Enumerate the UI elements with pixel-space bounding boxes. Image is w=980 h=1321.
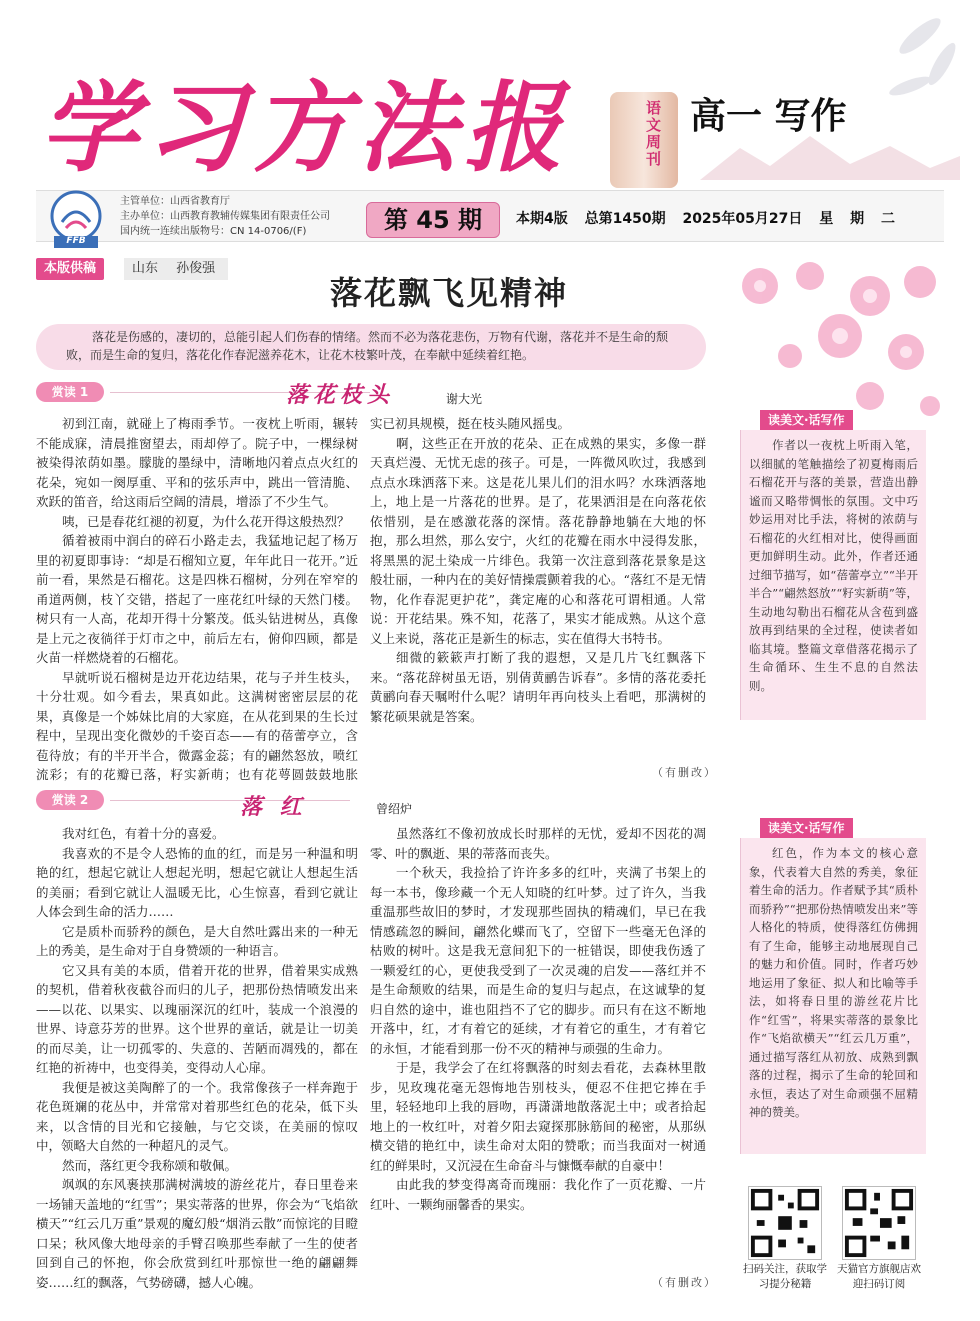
supplier-label: 本版供稿 xyxy=(36,258,104,280)
masthead-title: 学习方法报 xyxy=(40,71,571,186)
cherry-blossom-decoration xyxy=(720,256,950,426)
paragraph: 啊，这些正在开放的花朵、正在成熟的果实，多像一群天真烂漫、无忧无虑的孩子。可是，一阵微风吹过，我感到点点水珠洒落下来。这是花儿果儿们的泪水吗？水珠洒落地上，地上是一片落花的世界。是了，花果洒泪是在向落花依依惜别，是在感激花落的深情。落花静静地躺在大地的怀抱，那么坦然，那么安宁，火红的花瓣在雨水中浸得发胀，将黑黑的泥土染成一片绯色。我第一次注意到落花景象是这般壮丽，一种内在的美好情操震颤着我的心。“落红不是无情物，化作春泥更护花”，龚定庵的心和落花可谓相通。人常说：开花结果。殊不知，花落了，果实才能成熟。从这个意义上来说，落花正是新生的标志，实在值得大书特书。 xyxy=(370,435,706,646)
logo-mark: FFB xyxy=(66,236,86,246)
paragraph: 细微的簌簌声打断了我的遐想，又是几片飞红飘落下来。“落花辞树虽无语，别倩黄鹂告诉春”。多情的落花委托黄鹂向春天嘱咐什么呢？请明年再向枝头上看吧，那满树的繁花硕果就是答案。 xyxy=(370,650,706,724)
section-1-left-column xyxy=(36,414,358,784)
publisher-line-3: 国内统一连续出版物号：CN 14-0706/(F) xyxy=(120,226,307,237)
weekly-label: 语文周刊 xyxy=(644,100,662,168)
section-1-tag: 赏读 1 xyxy=(36,382,104,402)
paragraph: 它又具有美的本质，借着开花的世界，借着果实成熟的契机，借着秋夜截谷而归的儿子，把那份热情喷发出来——以花、以果实、以瑰丽深沉的红叶，装成一个浪漫的世界、诗意芬芳的世界。这个世界的童话，就是让一切美的而尽美，让一切孤零的、失意的、苦陋而凋残的，都在红艳的祈祷中，也变得美，变得动人心扉。 xyxy=(36,962,358,1075)
paragraph: 一个秋天，我捡拾了许许多多的红叶，夹满了书架上的每一本书，像珍藏一个无人知晓的红叶梦。过了许久，当我重温那些故旧的梦时，才发现那些固执的精魂们，早已在我情感疏忽的瞬间，翩然化蝶而飞了，空留下一些毫无色泽的枯败的树叶。这是我无意间犯下的一桩错误，即使我伤透了一颗爱红的心，更使我受到了一次灵魂的启发——落红并不是生命颓败的结果，而是生命的复归与起点，在这诚挚的复归自然的途中，谁也阻挡不了它的脚步。而只有在这不断地开落中，红，才有着它的延续，才有着它的重生，才有着它的永恒，才能看到那一份不灭的精神与顽强的生命力。 xyxy=(370,865,706,1056)
paragraph: 它是质朴而骄矜的颜色，是大自然吐露出来的一种无上的秀美，是生命对于自身赞颂的一种语言。 xyxy=(36,923,358,958)
section-1-right-column xyxy=(370,414,706,760)
sidebar-2-tag: 读美文·话写作 xyxy=(760,818,853,838)
paragraph: 飒飒的东风裹挟那满树满坡的游丝花片，春日里卷来一场铺天盖地的“红雪”；果实蒂落的世界，你会为“飞焰欲横天”“红云几万重”景观的魔幻般“烟消云散”而惊诧的目瞪口呆；秋风像大地母亲的手臂召唤那些奉献了一生的使者回到自己的怀抱，你会欣赏到红叶那惊世一绝的翩翩舞姿……红的飘落，气势磅礴，撼人心魄。 xyxy=(36,1177,358,1290)
section-1-author: 谢大光 xyxy=(446,392,483,406)
section-2-author: 曾绍炉 xyxy=(376,802,413,816)
article-intro: 落花是伤感的，凄切的，总能引起人们伤春的情绪。然而不必为落花悲伤，万物有代谢，落花并不是生命的颓败，而是生命的复归，落花化作春泥滋养花木，让花木枝繁叶茂，在奉献中延续着红艳。 xyxy=(36,324,706,370)
paragraph: 实已初具规模，挺在枝头随风摇曳。 xyxy=(370,416,571,431)
paragraph: 早就听说石榴树是边开花边结果，花与子并生枝头，十分壮观。如今看去，果真如此。这满树密密层层的花果，真像是一个姊妹比肩的大家庭，在从花到果的生长过程中，呈现出变化微妙的千姿百态——有的蓓蕾亭立，含苞待放；有的半开半合，微露金蕊；有的翩然怒放，喷红流彩；有的花瓣已落，籽实新萌；也有花萼圆鼓鼓地胀 xyxy=(36,669,358,782)
section-2-tag: 赏读 2 xyxy=(36,790,104,810)
section-2-note: （有删改） xyxy=(652,1276,717,1289)
section-2-right-column xyxy=(370,824,706,1268)
issue-number: 第 45 期 xyxy=(366,202,500,238)
paragraph: 然而，落红更令我称颂和敬佩。 xyxy=(62,1157,238,1173)
publisher-line-1: 主管单位：山西省教育厅 xyxy=(120,196,230,207)
section-2-left-column xyxy=(36,824,358,1294)
paragraph: 由此我的梦变得离奇而瑰丽：我化作了一页花瓣、一片红叶、一颗绚丽馨香的果实。 xyxy=(370,1177,706,1212)
paragraph: 我便是被这美陶醉了的一个。我常像孩子一样奔跑于花色斑斓的花丛中，并常常对着那些红色的花朵，低下头来，以含情的目光和它接触，与它交谈，在美丽的惊叹中，领略大自然的一种超凡的灵气。 xyxy=(36,1079,358,1153)
supplier-author: 山东 孙俊强 xyxy=(124,258,228,280)
issue-info: 本期4版 总第1450期 2025年05月27日 星 期 二 xyxy=(516,211,896,227)
sidebar-1-text: 作者以一夜枕上听雨入笔，以细腻的笔触描绘了初夏梅雨后石榴花开与落的美景，营造出静谧而又略带惆怅的氛围。文中巧妙运用对比手法，将树的浓荫与石榴花的火红相对比，使得画面更加鲜明生动。此外，作者还通过细节描写，如“蓓蕾亭立”“半开半合”“翩然怒放”“籽实新萌”等，生动地勾勒出石榴花从含苞到盛放再到结果的全过程，使读者如临其境。整篇文章借落花揭示了生命循环、生生不息的自然法则。 xyxy=(740,430,926,720)
paragraph: 循着被雨中润白的碎石小路走去，我猛地记起了杨万里的初夏即事诗：“却是石榴知立夏，年年此日一花开。”近前一看，果然是石榴花。这是四株石榴树，分列在窄窄的甬道两侧，枝丫交错，搭起了一座花红叶绿的天然门楼。树只有一人高，花却开得十分繁茂。低头钻进树丛，真像是上元之夜徜徉于灯市之中，前后左右，俯仰四顾，都是火苗一样燃烧着的石榴花。 xyxy=(36,533,358,665)
paragraph: 虽然落红不像初放成长时那样的无忧，爱却不因花的凋零、叶的飘逝、果的蒂落而丧失。 xyxy=(370,826,706,861)
section-2-rule xyxy=(110,800,350,801)
paragraph: 我对红色，有着十分的喜爱。 xyxy=(62,826,225,841)
sidebar-2-text: 红色，作为本文的核心意象，代表着大自然的秀美，象征着生命的活力。作者赋予其“质朴而骄矜”“把那份热情喷发出来”等人格化的特质，使得落红仿佛拥有了生命，能够主动地展现自己的魅力和价值。同时，作者巧妙地运用了象征、拟人和比喻等手法，如将春日里的游丝花片比作“红雪”，将果实蒂落的景象比作“飞焰欲横天”“红云几万重”，通过描写落红从初放、成熟到飘落的过程，揭示了生命的轮回和永恒，表达了对生命顽强不屈精神的赞美。 xyxy=(740,838,926,1154)
paragraph: 我喜欢的不是令人恐怖的血的红，而是另一种温和明艳的红，想起它就让人想起光明，想起它就让人想起生活的美丽；看到它就让人温暖无比，心生惊喜，看到它就让人体会到生命的活力…… xyxy=(36,845,358,919)
publisher-line-2: 主办单位：山西教育教辅传媒集团有限责任公司 xyxy=(120,211,330,222)
section-2-title: 落 红 xyxy=(240,794,307,820)
edition-title: 高一 写作 xyxy=(690,96,847,137)
qr-left-caption: 扫码关注，获取学习提分秘籍 xyxy=(743,1263,827,1290)
qr-right-caption: 天猫官方旗舰店欢迎扫码订阅 xyxy=(837,1263,921,1290)
paragraph: 初到江南，就碰上了梅雨季节。一夜枕上听雨，辗转不能成寐，清晨推窗望去，雨却停了。院子中，一棵绿树被染得浓荫如墨。朦胧的墨绿中，清晰地闪着点点火红的花朵，宛如一阕厚重、平和的弦乐声中，跳出一管清脆、欢跃的笛音，给这雨后空阔的清晨，增添了不少生气。 xyxy=(36,416,358,509)
qr-code-right[interactable] xyxy=(842,1186,916,1260)
mountain-decoration xyxy=(700,128,960,180)
qr-code-left[interactable] xyxy=(748,1186,822,1260)
paragraph: 于是，我学会了在红将飘落的时刻去看花，去森林里散步，见玫瑰花毫无怨悔地告别枝头，便忍不住把它捧在手里，轻轻地印上我的唇吻，再潇潇地散落泥土中；或者拾起地上的一枚红叶，对着夕阳去窥探那脉筋间的秘密，从那纵横交错的艳红中，读生命对太阳的赞歌；而当我面对一树通红的鲜果时，又沉浸在生命奋斗与慷慨奉献的自豪中！ xyxy=(370,1060,706,1173)
sidebar-1-tag: 读美文·话写作 xyxy=(760,410,853,430)
section-1-note: （有删改） xyxy=(652,766,717,779)
publisher-info xyxy=(120,194,330,239)
article-title: 落花飘飞见精神 xyxy=(330,274,569,312)
petal-decoration xyxy=(880,6,974,116)
paragraph: 咦，已是春花红褪的初夏，为什么花开得这般热烈？ xyxy=(62,513,350,529)
section-1-title: 落花枝头 xyxy=(286,382,395,408)
